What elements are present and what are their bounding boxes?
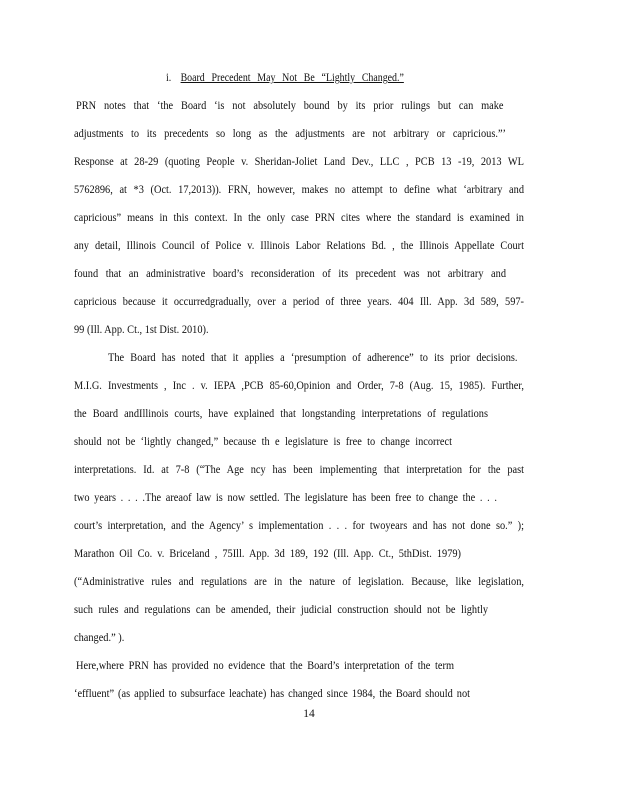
text-line: ‘effluent” (as applied to subsurface leachate) has changed since 1984, the Board should not <box>74 688 470 700</box>
text-line: (“Administrative rules and regulations are in the nature of legislation. Because, like legislation, <box>74 576 524 588</box>
text-line: two years . . . .The areaof law is now settled. The legislature has been free to change the . . . <box>74 492 497 504</box>
text-line: found that an administrative board’s reconsideration of its precedent was not arbitrary and <box>74 268 506 280</box>
text-line: The Board has noted that it applies a ‘presumption of adherence” to its prior decisions. <box>108 352 518 364</box>
text-line: PRN notes that ‘the Board ‘is not absolutely bound by its prior rulings but can make <box>76 100 504 112</box>
text-line: adjustments to its precedents so long as the adjustments are not arbitrary or capricious.”’ <box>74 128 506 140</box>
text-line: capricious because it occurredgradually, over a period of three years. 404 Ill. App. 3d 589, 597- <box>74 296 524 308</box>
text-line: capricious” means in this context. In the only case PRN cites where the standard is examined in <box>74 212 524 224</box>
text-line: Marathon Oil Co. v. Briceland , 75Ill. App. 3d 189, 192 (Ill. App. Ct., 5thDist. 1979) <box>74 548 461 560</box>
text-line: should not be ‘lightly changed,” because th e legislature is free to change incorrect <box>74 436 452 448</box>
text-line: changed.” ). <box>74 632 125 644</box>
text-line: any detail, Illinois Council of Police v. Illinois Labor Relations Bd. , the Illinois Appellate Court <box>74 240 524 252</box>
section-title: Board Precedent May Not Be “Lightly Changed.” <box>180 72 404 84</box>
text-line: interpretations. Id. at 7-8 (“The Age ncy has been implementing that interpretation for the past <box>74 464 524 476</box>
text-line: the Board andIllinois courts, have explained that longstanding interpretations of regulations <box>74 408 488 420</box>
page-number: 14 <box>303 708 315 720</box>
text-line: Here,where PRN has provided no evidence that the Board’s interpretation of the term <box>76 660 454 672</box>
text-line: such rules and regulations can be amended, their judicial construction should not be lightly <box>74 604 488 616</box>
section-heading <box>166 72 404 84</box>
text-line: court’s interpretation, and the Agency’ s implementation . . . for twoyears and has not done so.” ); <box>74 520 524 532</box>
section-number: i. <box>166 72 172 84</box>
text-line: Response at 28-29 (quoting People v. Sheridan-Joliet Land Dev., LLC , PCB 13 -19, 2013 WL <box>74 156 524 168</box>
text-line: M.I.G. Investments , Inc . v. IEPA ,PCB 85-60,Opinion and Order, 7-8 (Aug. 15, 1985). Further, <box>74 380 524 392</box>
text-line: 5762896, at *3 (Oct. 17,2013)). FRN, however, makes no attempt to define what ‘arbitrary and <box>74 184 524 196</box>
text-line: 99 (Ill. App. Ct., 1st Dist. 2010). <box>74 324 209 336</box>
